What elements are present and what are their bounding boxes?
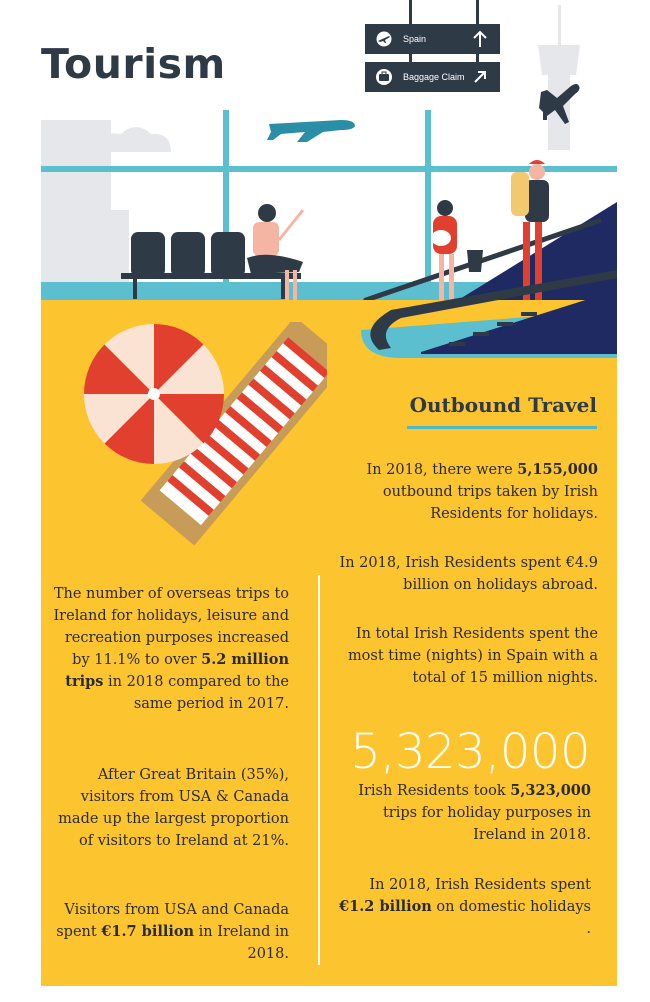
domestic-trips-paragraph: Irish Residents took 5,323,000 trips for holiday purposes in Ireland in 2018. xyxy=(358,782,591,843)
spain-sign xyxy=(365,24,500,54)
outbound-spend-paragraph: In 2018, Irish Residents spent €4.9 billion on holidays abroad. xyxy=(339,555,598,593)
luggage-icon xyxy=(373,68,395,86)
sign-post xyxy=(409,54,412,62)
sign-post xyxy=(409,0,412,24)
outbound-spain-paragraph: In total Irish Residents spent the most time (nights) in Spain with a total of 15 million nights. xyxy=(347,626,598,686)
domestic-spend-paragraph: In 2018, Irish Residents spent €1.2 billion on domestic holidays . xyxy=(339,877,591,937)
page-title: Tourism xyxy=(41,40,226,88)
baggage-claim-sign xyxy=(365,62,500,92)
arrow-up-right-icon xyxy=(472,69,488,85)
inbound-trips-paragraph: The number of overseas trips to Ireland for holidays, leisure and recreation purposes increased by 11.1% to over 5.2 million trips in 2018 compared to the same period in 2017. xyxy=(53,586,289,712)
domestic-trips-big-number: 5,323,000 xyxy=(350,724,590,780)
outbound-travel-heading: Outbound Travel xyxy=(409,393,597,417)
column-divider xyxy=(318,575,320,965)
inbound-visitors-paragraph: After Great Britain (35%), visitors from USA & Canada made up the largest proportion of visitors to Ireland at 21%. xyxy=(58,767,289,849)
sign-post xyxy=(476,54,479,62)
inbound-spend-paragraph: Visitors from USA and Canada spent €1.7 billion in Ireland in 2018. xyxy=(56,902,289,962)
spain-sign-label: Spain xyxy=(403,34,427,44)
heading-underline xyxy=(407,426,597,429)
baggage-sign-label: Baggage Claim xyxy=(403,72,465,82)
arrow-up-icon xyxy=(472,30,488,48)
airplane-icon xyxy=(373,31,395,47)
escalator-illustration xyxy=(361,270,617,362)
outbound-trips-paragraph: In 2018, there were 5,155,000 outbound trips taken by Irish Residents for holidays. xyxy=(366,461,598,522)
sign-post xyxy=(476,0,479,24)
beach-umbrella-illustration xyxy=(82,322,327,552)
